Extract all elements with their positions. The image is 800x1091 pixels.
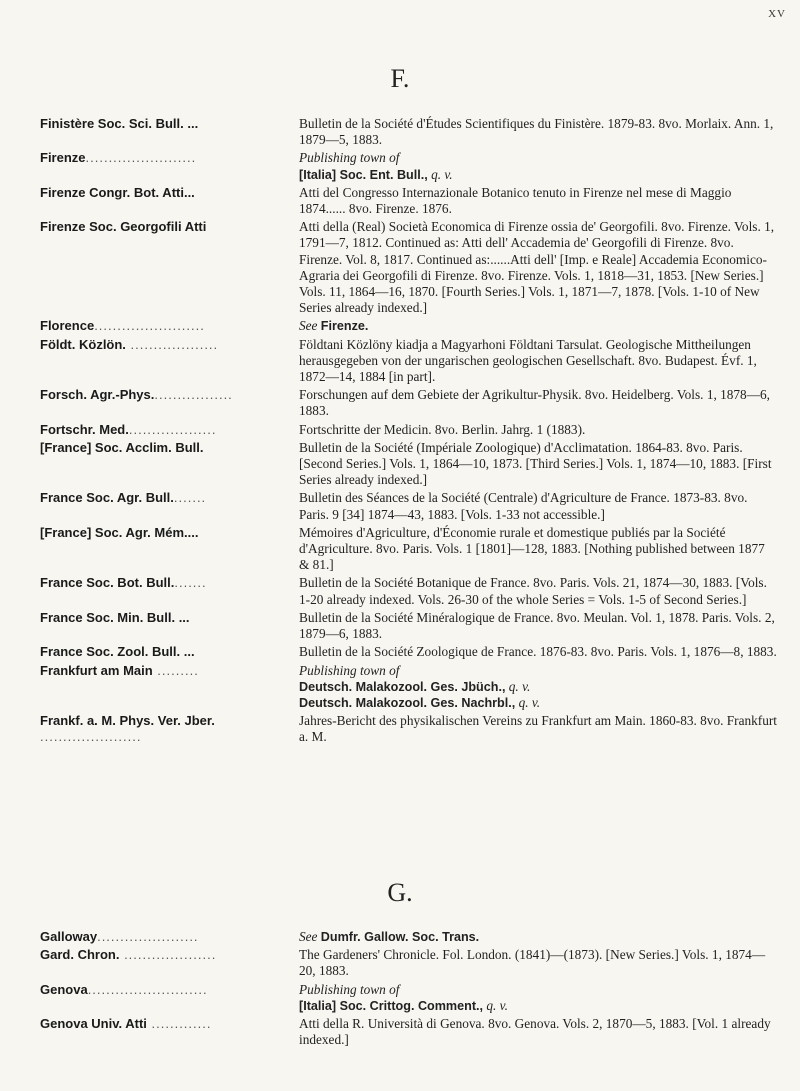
index-entry xyxy=(40,185,790,217)
entry-description: Mémoires d'Agriculture, d'Économie rurale et domestique publiés par la Société d'Agriculture. 8vo. Paris. Vols. 1 [1801]—128, 1883. [Nothing published between 1877 & 81.] xyxy=(299,524,765,573)
entry-description: Földtani Közlöny kiadja a Magyarhoni Földtani Tarsulat. Geologische Mittheilungen herausgegeben von der ungarischen geologischen Gesellschaft. 8vo. Budapest. Évf. 1, 1872—14, 1884 [in part]. xyxy=(299,336,757,385)
entry-heading: Firenze Soc. Georgofili Atti xyxy=(40,219,207,235)
cross-reference-suffix: q. v. xyxy=(508,678,531,694)
index-entry xyxy=(40,982,790,1014)
cross-reference-suffix: q. v. xyxy=(431,166,453,182)
index-entry xyxy=(40,337,790,386)
section-f xyxy=(40,116,790,748)
entry-heading: [France] Soc. Agr. Mém.... xyxy=(40,524,199,540)
entry-heading: France Soc. Min. Bull. ... xyxy=(40,609,190,625)
index-entry xyxy=(40,713,790,745)
cross-reference: Firenze. xyxy=(320,319,369,334)
cross-reference: [Italia] Soc. Crittog. Comment., xyxy=(299,998,484,1013)
entry-description: Bulletin de la Société (Impériale Zoologique) d'Acclimatation. 1864-83. 8vo. Paris. [Second Series.] Vols. 1, 1864—10, 1873. [Third Series.] Vols. 1, 1874—10, 1883. [First Series already indexed.] xyxy=(299,439,772,488)
index-entry xyxy=(40,116,790,148)
index-entry xyxy=(40,440,790,489)
index-entry xyxy=(40,150,790,182)
index-entry xyxy=(40,387,790,419)
entry-description xyxy=(299,150,790,182)
entry-description: Forschungen auf dem Gebiete der Agrikultur-Physik. 8vo. Heidelberg. Vols. 1, 1878—6, 1883. xyxy=(299,387,770,419)
cross-reference: Deutsch. Malakozool. Ges. Jbüch., xyxy=(299,679,506,694)
index-entry xyxy=(40,490,790,522)
entry-heading: France Soc. Bot. Bull........ xyxy=(40,575,207,591)
section-letter-f: F. xyxy=(390,64,410,93)
entry-heading: Firenze........................ xyxy=(40,150,197,166)
entry-note: Publishing town of xyxy=(299,981,400,997)
index-entry xyxy=(40,929,790,945)
entry-description: Atti del Congresso Internazionale Botanico tenuto in Firenze nel mese di Maggio 1874...... 8vo. Firenze. 1876. xyxy=(299,184,732,217)
cross-reference: Dumfr. Gallow. Soc. Trans. xyxy=(320,930,480,944)
entry-description: Bulletin de la Société Minéralogique de France. 8vo. Meulan. Vol. 1, 1878. Paris. Vols. 2, 1879—6, 1883. xyxy=(299,609,775,642)
section-letter-g: G. xyxy=(387,878,413,907)
entry-description: Jahres-Bericht des physikalischen Vereins zu Frankfurt am Main. 1860-83. 8vo. Frankfurt a. M. xyxy=(299,713,777,745)
entry-heading: Gard. Chron. .................... xyxy=(40,947,217,963)
entry-note: See xyxy=(299,318,318,334)
entry-heading: Galloway...................... xyxy=(40,929,199,944)
entry-heading: Forsch. Agr.-Phys.................. xyxy=(40,387,233,403)
entry-heading: France Soc. Zool. Bull. ... xyxy=(40,644,195,660)
entry-description: Atti della (Real) Società Economica di Firenze ossia de' Georgofili. 8vo. Firenze. Vols. 1, 1791—7, 1812. Continued as: Atti dell' Accademia de' Georgofili di Firenze. 8vo. Firenze. Vol. 8, 1817. Continued as:......Atti dell' [Imp. e Reale] Accademia Economico-Agraria dei Georgofili di Firenze. 8vo. Firenze. Vols. 1, 1818—31, 1853. [New Series.] Vols. 11, 1864—16, 1870. [Fourth Series.] Vols. 1, 1871—7, 1878. [Vols. 1-10 of New Series already indexed.] xyxy=(299,219,775,316)
entry-heading: France Soc. Agr. Bull........ xyxy=(40,490,207,506)
index-entry xyxy=(40,610,790,642)
entry-description: The Gardeners' Chronicle. Fol. London. (1841)—(1873). [New Series.] Vols. 1, 1874—20, 1883. xyxy=(299,947,766,979)
index-entry xyxy=(40,1016,790,1048)
index-entry xyxy=(40,318,790,334)
section-g xyxy=(40,929,790,1050)
cross-reference-suffix: q. v. xyxy=(518,694,541,710)
entry-heading: Finistère Soc. Sci. Bull. ... xyxy=(40,116,199,131)
entry-description: Atti della R. Università di Genova. 8vo. Genova. Vols. 2, 1870—5, 1883. [Vol. 1 already indexed.] xyxy=(299,1016,771,1048)
index-entry xyxy=(40,663,790,712)
entry-description: Bulletin de la Société d'Études Scientifiques du Finistère. 1879-83. 8vo. Morlaix. Ann. 1, 1879—5, 1883. xyxy=(299,116,774,148)
entry-note: Publishing town of xyxy=(299,150,400,166)
entry-description: Fortschritte der Medicin. 8vo. Berlin. Jahrg. 1 (1883). xyxy=(299,421,586,437)
entry-heading: Fortschr. Med.................... xyxy=(40,421,217,437)
index-entry xyxy=(40,219,790,316)
index-entry xyxy=(40,422,790,438)
entry-heading: Frankf. a. M. Phys. Ver. Jber. ...................... xyxy=(40,713,215,745)
entry-description xyxy=(299,318,790,334)
entry-description: Bulletin de la Société Botanique de France. 8vo. Paris. Vols. 21, 1874—30, 1883. [Vols. 1-20 already indexed. Vols. 26-30 of the whole Series = Vols. 1-5 of Second Series.] xyxy=(299,575,767,607)
index-entry xyxy=(40,947,790,979)
cross-reference-suffix: q. v. xyxy=(486,997,508,1013)
entry-heading: Genova.......................... xyxy=(40,981,208,997)
entry-description xyxy=(299,663,790,712)
entry-description: Bulletin de la Société Zoologique de France. 1876-83. 8vo. Paris. Vols. 1, 1876—8, 1883. xyxy=(299,644,777,660)
index-entry xyxy=(40,644,790,660)
entry-heading: Földt. Közlön. ................... xyxy=(40,336,219,352)
entry-heading: Genova Univ. Atti ............. xyxy=(40,1016,212,1032)
index-entry xyxy=(40,575,790,607)
entry-heading: Florence........................ xyxy=(40,318,205,334)
cross-reference: Deutsch. Malakozool. Ges. Nachrbl., xyxy=(299,695,516,710)
page-number: XV xyxy=(768,8,786,20)
entry-heading: [France] Soc. Acclim. Bull. xyxy=(40,439,204,455)
entry-note: See xyxy=(299,929,318,944)
entry-note: Publishing town of xyxy=(299,662,400,678)
entry-heading: Firenze Congr. Bot. Atti... xyxy=(40,184,195,200)
entry-heading: Frankfurt am Main ......... xyxy=(40,662,199,678)
cross-reference: [Italia] Soc. Ent. Bull., xyxy=(299,167,428,182)
entry-description xyxy=(299,982,790,1014)
index-entry xyxy=(40,525,790,574)
entry-description: Bulletin des Séances de la Société (Centrale) d'Agriculture de France. 1873-83. 8vo. Paris. 9 [34] 1874—43, 1883. [Vols. 1-33 not accessible.] xyxy=(299,490,748,522)
entry-description xyxy=(299,929,790,945)
